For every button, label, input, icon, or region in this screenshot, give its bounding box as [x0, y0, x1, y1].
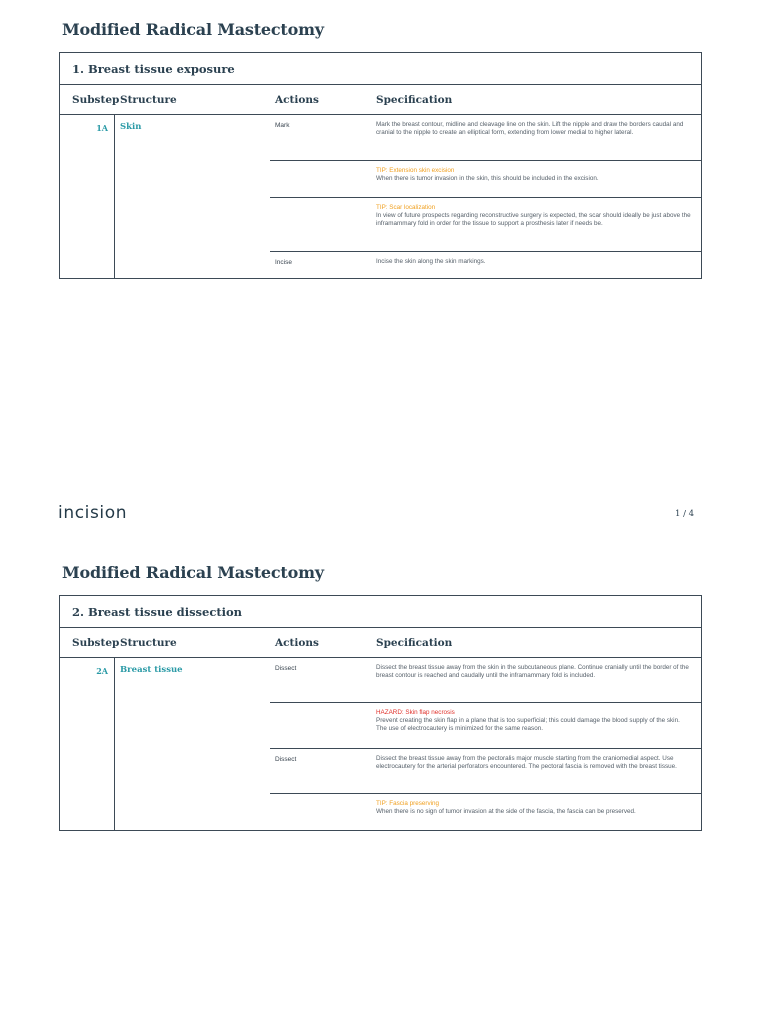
- header-substep: Substep: [72, 93, 120, 106]
- substep-id: 2A: [60, 658, 115, 830]
- specification-text: Dissect the breast tissue away from the pectoralis major muscle starting from the craniomedial aspect. Use electrocautery for the arterial perforators encountered. The pectoral fascia is removed with the breast tissue.: [376, 755, 677, 771]
- specification-text: Dissect the breast tissue away from the skin in the subcutaneous plane. Continue cranially until the border of the breast contour is reached and caudally until the inframammary fold is included.: [376, 664, 689, 680]
- structure-name: Skin: [120, 122, 142, 132]
- structure-name: Breast tissue: [120, 665, 183, 675]
- action-label: Mark: [275, 122, 290, 129]
- specification-text: In view of future prospects regarding reconstructive surgery is expected, the scar should ideally be just above the inframammary fold in order for the tissue to support a prosthesis later if needs be.: [376, 212, 691, 228]
- substep-id: 1A: [60, 115, 115, 278]
- table-row: [270, 658, 701, 703]
- table-row: [270, 703, 701, 749]
- header-actions: Actions: [275, 93, 319, 106]
- page-number: 1 / 4: [675, 509, 695, 519]
- action-label: Dissect: [275, 665, 297, 672]
- specification-text: Prevent creating the skin flap in a plane that is too superficial; this could damage the blood supply of the skin. The use of electrocautery is minimized for the same reason.: [376, 717, 680, 733]
- specification-cell: [371, 161, 701, 197]
- header-actions: Actions: [275, 636, 319, 649]
- header-substep: Substep: [72, 636, 120, 649]
- column-header-row: [60, 628, 701, 658]
- specification-text: When there is tumor invasion in the skin, this should be included in the excision.: [376, 175, 599, 183]
- section-heading: 2. Breast tissue dissection: [60, 596, 701, 628]
- procedure-table-1: [59, 52, 702, 279]
- header-specification: Specification: [376, 636, 453, 649]
- specification-cell: [371, 198, 701, 251]
- specification-cell: [371, 794, 701, 830]
- specification-text: When there is no sign of tumor invasion at the side of the fascia, the fascia can be preserved.: [376, 808, 636, 816]
- action-label: [270, 794, 371, 830]
- incision-logo: incision: [58, 503, 128, 523]
- table-row: [270, 252, 701, 278]
- tip-label: TIP: Extension skin excision: [376, 167, 455, 174]
- tip-label: TIP: Scar localization: [376, 204, 436, 211]
- table-row: [270, 115, 701, 161]
- header-structure: Structure: [120, 636, 177, 649]
- step-rows: [270, 115, 701, 278]
- table-row: [270, 794, 701, 830]
- table-row: [270, 749, 701, 794]
- header-specification: Specification: [376, 93, 453, 106]
- action-label: [270, 198, 371, 251]
- table-row: [270, 198, 701, 252]
- step-rows: [270, 658, 701, 830]
- action-label: [270, 703, 371, 748]
- action-label: Incise: [275, 259, 292, 266]
- column-header-row: [60, 85, 701, 115]
- hazard-label: HAZARD: Skin flap necrosis: [376, 709, 455, 716]
- page-title: Modified Radical Mastectomy: [62, 20, 324, 39]
- action-label: Dissect: [275, 756, 297, 763]
- table-body: [60, 115, 701, 278]
- specification-text: Mark the breast contour, midline and cleavage line on the skin. Lift the nipple and draw the borders caudal and cranial to the nipple to create an elliptical form, extending from lower medial to higher lateral.: [376, 121, 684, 137]
- page-title: Modified Radical Mastectomy: [62, 563, 324, 582]
- action-label: [270, 161, 371, 197]
- section-heading: 1. Breast tissue exposure: [60, 53, 701, 85]
- procedure-table-2: [59, 595, 702, 831]
- specification-cell: [371, 703, 701, 748]
- header-structure: Structure: [120, 93, 177, 106]
- table-body: [60, 658, 701, 830]
- tip-label: TIP: Fascia preserving: [376, 800, 439, 807]
- specification-text: Incise the skin along the skin markings.: [376, 258, 486, 265]
- table-row: [270, 161, 701, 198]
